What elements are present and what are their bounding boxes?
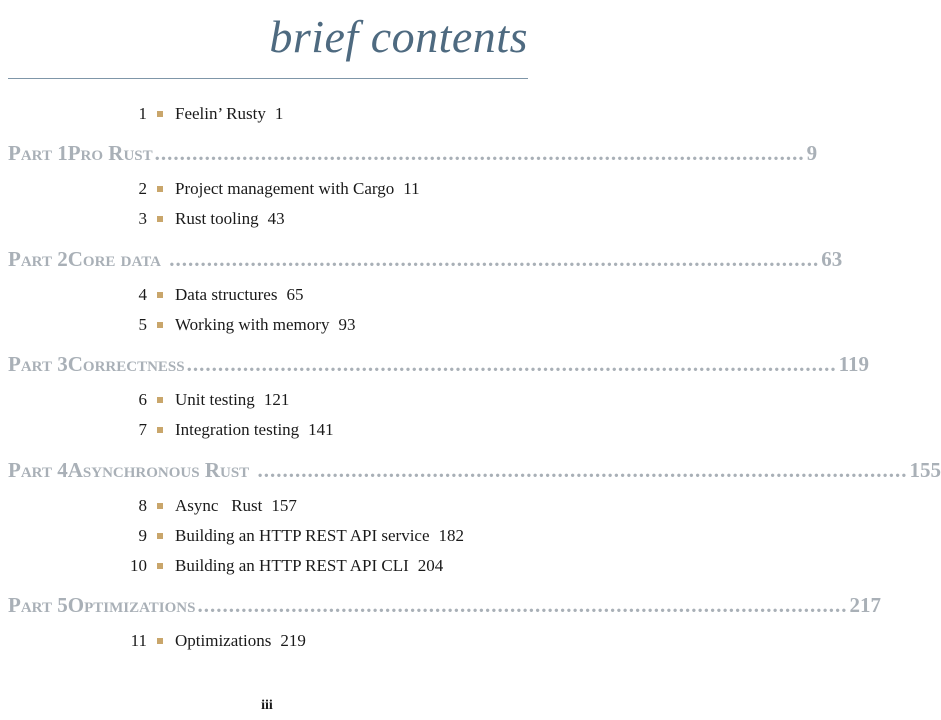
chapter-number: 6 xyxy=(138,390,147,409)
chapter-number: 4 xyxy=(138,285,147,304)
chapter-number: 3 xyxy=(138,209,147,228)
bullet-square-icon xyxy=(157,638,163,644)
toc-chapter-2[interactable] xyxy=(0,178,574,200)
page-number: iii xyxy=(261,698,273,713)
dot-leader: ........................................................................................................ xyxy=(197,593,848,617)
chapter-page: 141 xyxy=(308,420,334,439)
chapter-title: Unit testing xyxy=(175,390,255,409)
bullet-square-icon xyxy=(157,427,163,433)
part-label: Part 3 xyxy=(8,352,68,376)
chapter-number: 9 xyxy=(138,526,147,545)
toc-part-5[interactable] xyxy=(8,592,881,618)
part-page: 9 xyxy=(806,141,818,165)
toc-chapter-4[interactable] xyxy=(0,284,574,306)
chapter-page: 93 xyxy=(338,315,356,334)
chapter-page: 219 xyxy=(280,631,306,650)
bullet-square-icon xyxy=(157,322,163,328)
dot-leader: ........................................................................................................ xyxy=(251,458,908,482)
bullet-square-icon xyxy=(157,292,163,298)
chapter-page: 157 xyxy=(271,496,297,515)
chapter-page: 11 xyxy=(403,179,420,198)
dot-leader: ........................................................................................................ xyxy=(186,352,837,376)
toc-part-1[interactable] xyxy=(8,140,818,166)
toc-chapter-11[interactable] xyxy=(0,630,574,652)
bullet-square-icon xyxy=(157,397,163,403)
page-title: brief contents xyxy=(269,11,528,62)
chapter-title: Feelin’ Rusty xyxy=(175,104,266,123)
bullet-square-icon xyxy=(157,216,163,222)
part-title: Optimizations xyxy=(67,593,196,617)
dot-leader: ........................................................................................................ xyxy=(162,247,820,271)
part-label: Part 4 xyxy=(8,458,68,482)
part-title: Pro Rust xyxy=(67,141,153,165)
toc-chapter-3[interactable] xyxy=(0,208,574,230)
chapter-number: 10 xyxy=(130,556,147,575)
part-page: 63 xyxy=(821,247,843,271)
title-rule xyxy=(8,78,528,79)
part-page: 155 xyxy=(909,458,941,482)
toc-part-3[interactable] xyxy=(8,351,869,377)
dot-leader: ........................................................................................................ xyxy=(154,141,805,165)
chapter-page: 121 xyxy=(263,390,290,409)
toc-chapter-6[interactable] xyxy=(0,389,574,411)
chapter-title: Data structures xyxy=(175,285,278,304)
part-page: 119 xyxy=(838,352,869,376)
chapter-number: 1 xyxy=(138,104,147,123)
chapter-title: Project management with Cargo xyxy=(175,179,395,198)
chapter-title: Building an HTTP REST API service xyxy=(175,526,430,545)
toc-chapter-1[interactable] xyxy=(0,103,574,125)
toc-chapter-9[interactable] xyxy=(0,525,574,547)
toc-chapter-5[interactable] xyxy=(0,314,574,336)
part-label: Part 5 xyxy=(8,593,68,617)
chapter-page: 1 xyxy=(274,104,284,123)
chapter-title: Rust tooling xyxy=(175,209,259,228)
chapter-title: Integration testing xyxy=(175,420,300,439)
chapter-number: 7 xyxy=(138,420,147,439)
chapter-title: Working with memory xyxy=(175,315,330,334)
bullet-square-icon xyxy=(157,503,163,509)
part-title: Asynchronous Rust xyxy=(67,458,250,482)
chapter-page: 65 xyxy=(286,285,304,304)
bullet-square-icon xyxy=(157,111,163,117)
chapter-page: 43 xyxy=(267,209,285,228)
part-title: Core data xyxy=(67,247,161,271)
chapter-number: 5 xyxy=(138,315,147,334)
toc-chapter-8[interactable] xyxy=(0,495,574,517)
bullet-square-icon xyxy=(157,186,163,192)
chapter-title: Building an HTTP REST API CLI xyxy=(175,556,409,575)
part-label: Part 1 xyxy=(8,141,68,165)
chapter-page: 204 xyxy=(417,556,444,575)
chapter-page: 182 xyxy=(438,526,465,545)
part-title: Correctness xyxy=(67,352,185,376)
toc-chapter-10[interactable] xyxy=(0,555,574,577)
part-label: Part 2 xyxy=(8,247,68,271)
bullet-square-icon xyxy=(157,563,163,569)
toc-part-2[interactable] xyxy=(8,246,843,272)
chapter-number: 8 xyxy=(138,496,147,515)
chapter-number: 11 xyxy=(130,631,147,650)
bullet-square-icon xyxy=(157,533,163,539)
toc-chapter-7[interactable] xyxy=(0,419,574,441)
toc-part-4[interactable] xyxy=(8,457,941,483)
chapter-title: Async Rust xyxy=(175,496,263,515)
chapter-number: 2 xyxy=(138,179,147,198)
chapter-title: Optimizations xyxy=(175,631,272,650)
part-page: 217 xyxy=(849,593,881,617)
